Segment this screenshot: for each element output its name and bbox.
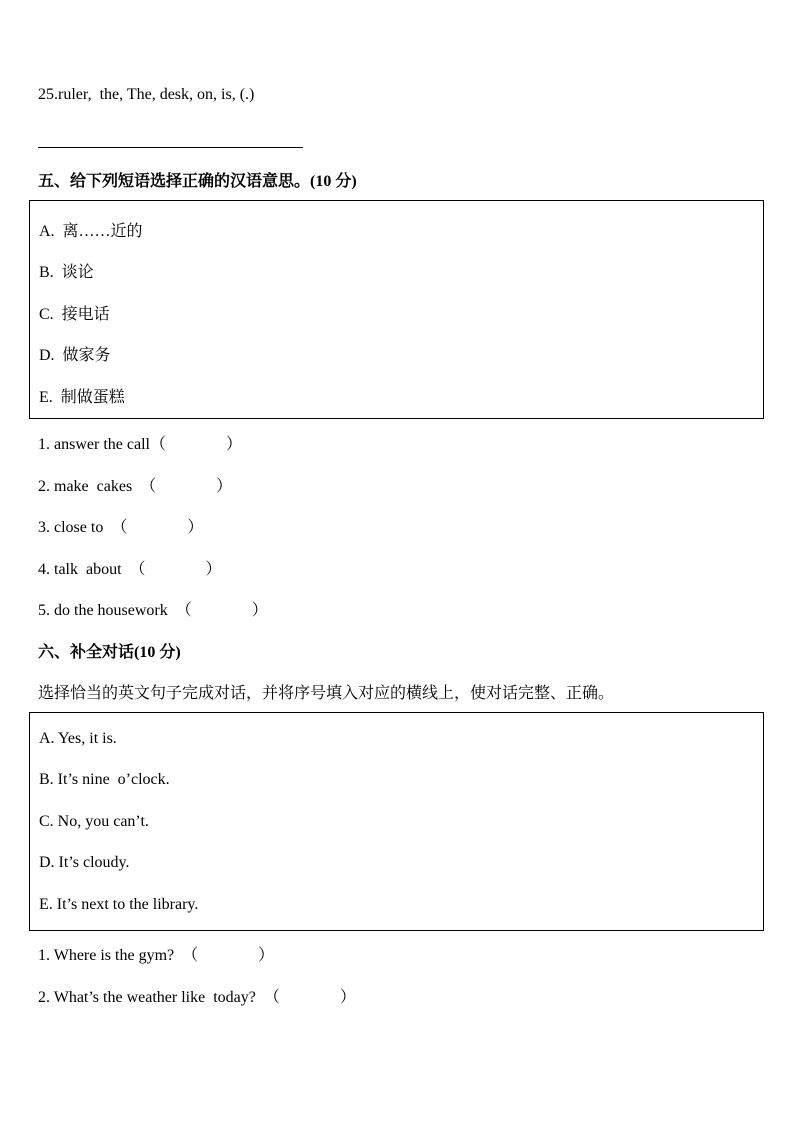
sec5-question-3: 3. close to （ ） <box>38 519 204 536</box>
option-a: A. 离……近的 <box>39 223 143 240</box>
sec5-question-4: 4. talk about （ ） <box>38 561 222 578</box>
section-5-title: 五、给下列短语选择正确的汉语意思。(10 分) <box>38 173 357 190</box>
option-d: D. 做家务 <box>39 347 111 364</box>
sec5-question-2: 2. make cakes （ ） <box>38 478 233 495</box>
option-c: C. 接电话 <box>39 306 110 323</box>
option-e: E. 制做蛋糕 <box>39 389 125 406</box>
sec5-question-5: 5. do the housework （ ） <box>38 602 268 619</box>
option-e: E. It’s next to the library. <box>39 896 199 913</box>
section-6-instruction: 选择恰当的英文句子完成对话，并将序号填入对应的横线上，使对话完整、正确。 <box>38 685 615 702</box>
option-c: C. No, you can’t. <box>39 813 149 830</box>
section-5-options-box <box>29 200 764 419</box>
option-d: D. It’s cloudy. <box>39 854 130 871</box>
option-b: B. It’s nine o’clock. <box>39 771 170 788</box>
sec6-question-2: 2. What’s the weather like today? （ ） <box>38 989 356 1006</box>
question-25: 25.ruler, the, The, desk, on, is, (.) <box>38 86 255 103</box>
sec6-question-1: 1. Where is the gym? （ ） <box>38 947 275 964</box>
option-b: B. 谈论 <box>39 264 94 281</box>
answer-line <box>38 147 303 148</box>
sec5-question-1: 1. answer the call（ ） <box>38 436 242 453</box>
section-6-title: 六、补全对话(10 分) <box>38 644 181 661</box>
option-a: A. Yes, it is. <box>39 730 117 747</box>
section-6-options-box <box>29 712 764 931</box>
